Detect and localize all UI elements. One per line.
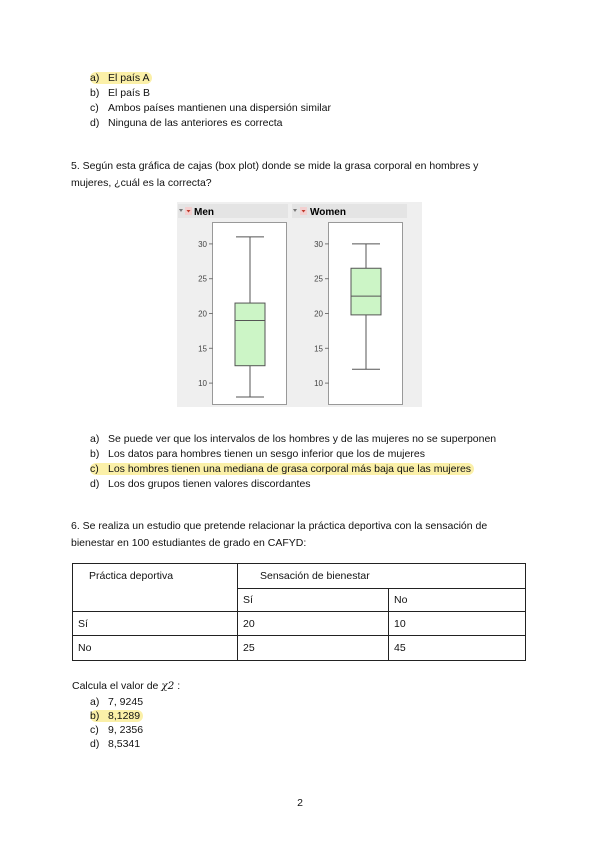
table-row [73,636,526,661]
men-ytick-label: 10 [198,379,207,389]
q6-option-a: a) 7, 9245 [90,696,144,708]
cell: 20 [238,612,389,636]
women-box [351,268,381,315]
header-sensacion: Sensación de bienestar [238,564,526,589]
q6-question: 6. Se realiza un estudio que pretende relacionar la práctica deportiva con la sensación de bienestar en 100 estudiantes de grado en CAFYD: [71,520,488,549]
men-box [235,303,265,366]
chi-square-symbol: χ2 [161,680,175,692]
row-label-si: Sí [73,612,238,636]
q5-option-c: c) Los hombres tienen una mediana de grasa corporal más baja que las mujeres [90,462,474,476]
men-ytick-label: 25 [198,274,207,284]
table-header-row [73,564,526,589]
q5-question: 5. Según esta gráfica de cajas (box plot) donde se mide la grasa corporal en hombres y mujeres, ¿cuál es la correcta? [71,160,479,189]
col-label-no: No [389,589,526,612]
q6-option-b: b) 8,1289 [90,709,143,723]
women-ytick-label: 25 [314,274,323,284]
boxplot-svg [177,202,422,407]
q5-option-b: b) Los datos para hombres tienen un sesgo inferior que los de mujeres [90,448,425,460]
q6-option-d: d) 8,5341 [90,738,141,750]
women-ytick-label: 15 [314,344,323,354]
col-label-si: Sí [238,589,389,612]
cell: 10 [389,612,526,636]
men-panel-title: Men [194,207,214,218]
q4-option-d: d) Ninguna de las anteriores es correcta [90,117,283,129]
men-ytick-label: 15 [198,344,207,354]
women-ytick-label: 10 [314,379,323,389]
women-ytick-label: 30 [314,239,323,249]
q5-option-d: d) Los dos grupos tienen valores discordantes [90,478,311,490]
men-ytick-label: 30 [198,239,207,249]
page-number: 2 [297,797,303,809]
q5-option-a: a) Se puede ver que los intervalos de los hombres y de las mujeres no se superponen [90,433,497,445]
q4-option-b: b) El país B [90,87,151,99]
cell: 25 [238,636,389,661]
q6-option-c: c) 9, 2356 [90,724,144,736]
cell: 45 [389,636,526,661]
women-ytick-label: 20 [314,309,323,319]
table-row [73,612,526,636]
contingency-table [72,563,526,661]
q4-option-c: c) Ambos países mantienen una dispersión similar [90,102,331,114]
q6-prompt: Calcula el valor de χ2 : [72,680,181,692]
header-practica: Práctica deportiva [73,564,238,612]
men-ytick-label: 20 [198,309,207,319]
boxplot-chart [177,202,422,407]
q4-option-a: a) El país A [90,71,152,85]
row-label-no: No [73,636,238,661]
women-panel-title: Women [310,207,346,218]
